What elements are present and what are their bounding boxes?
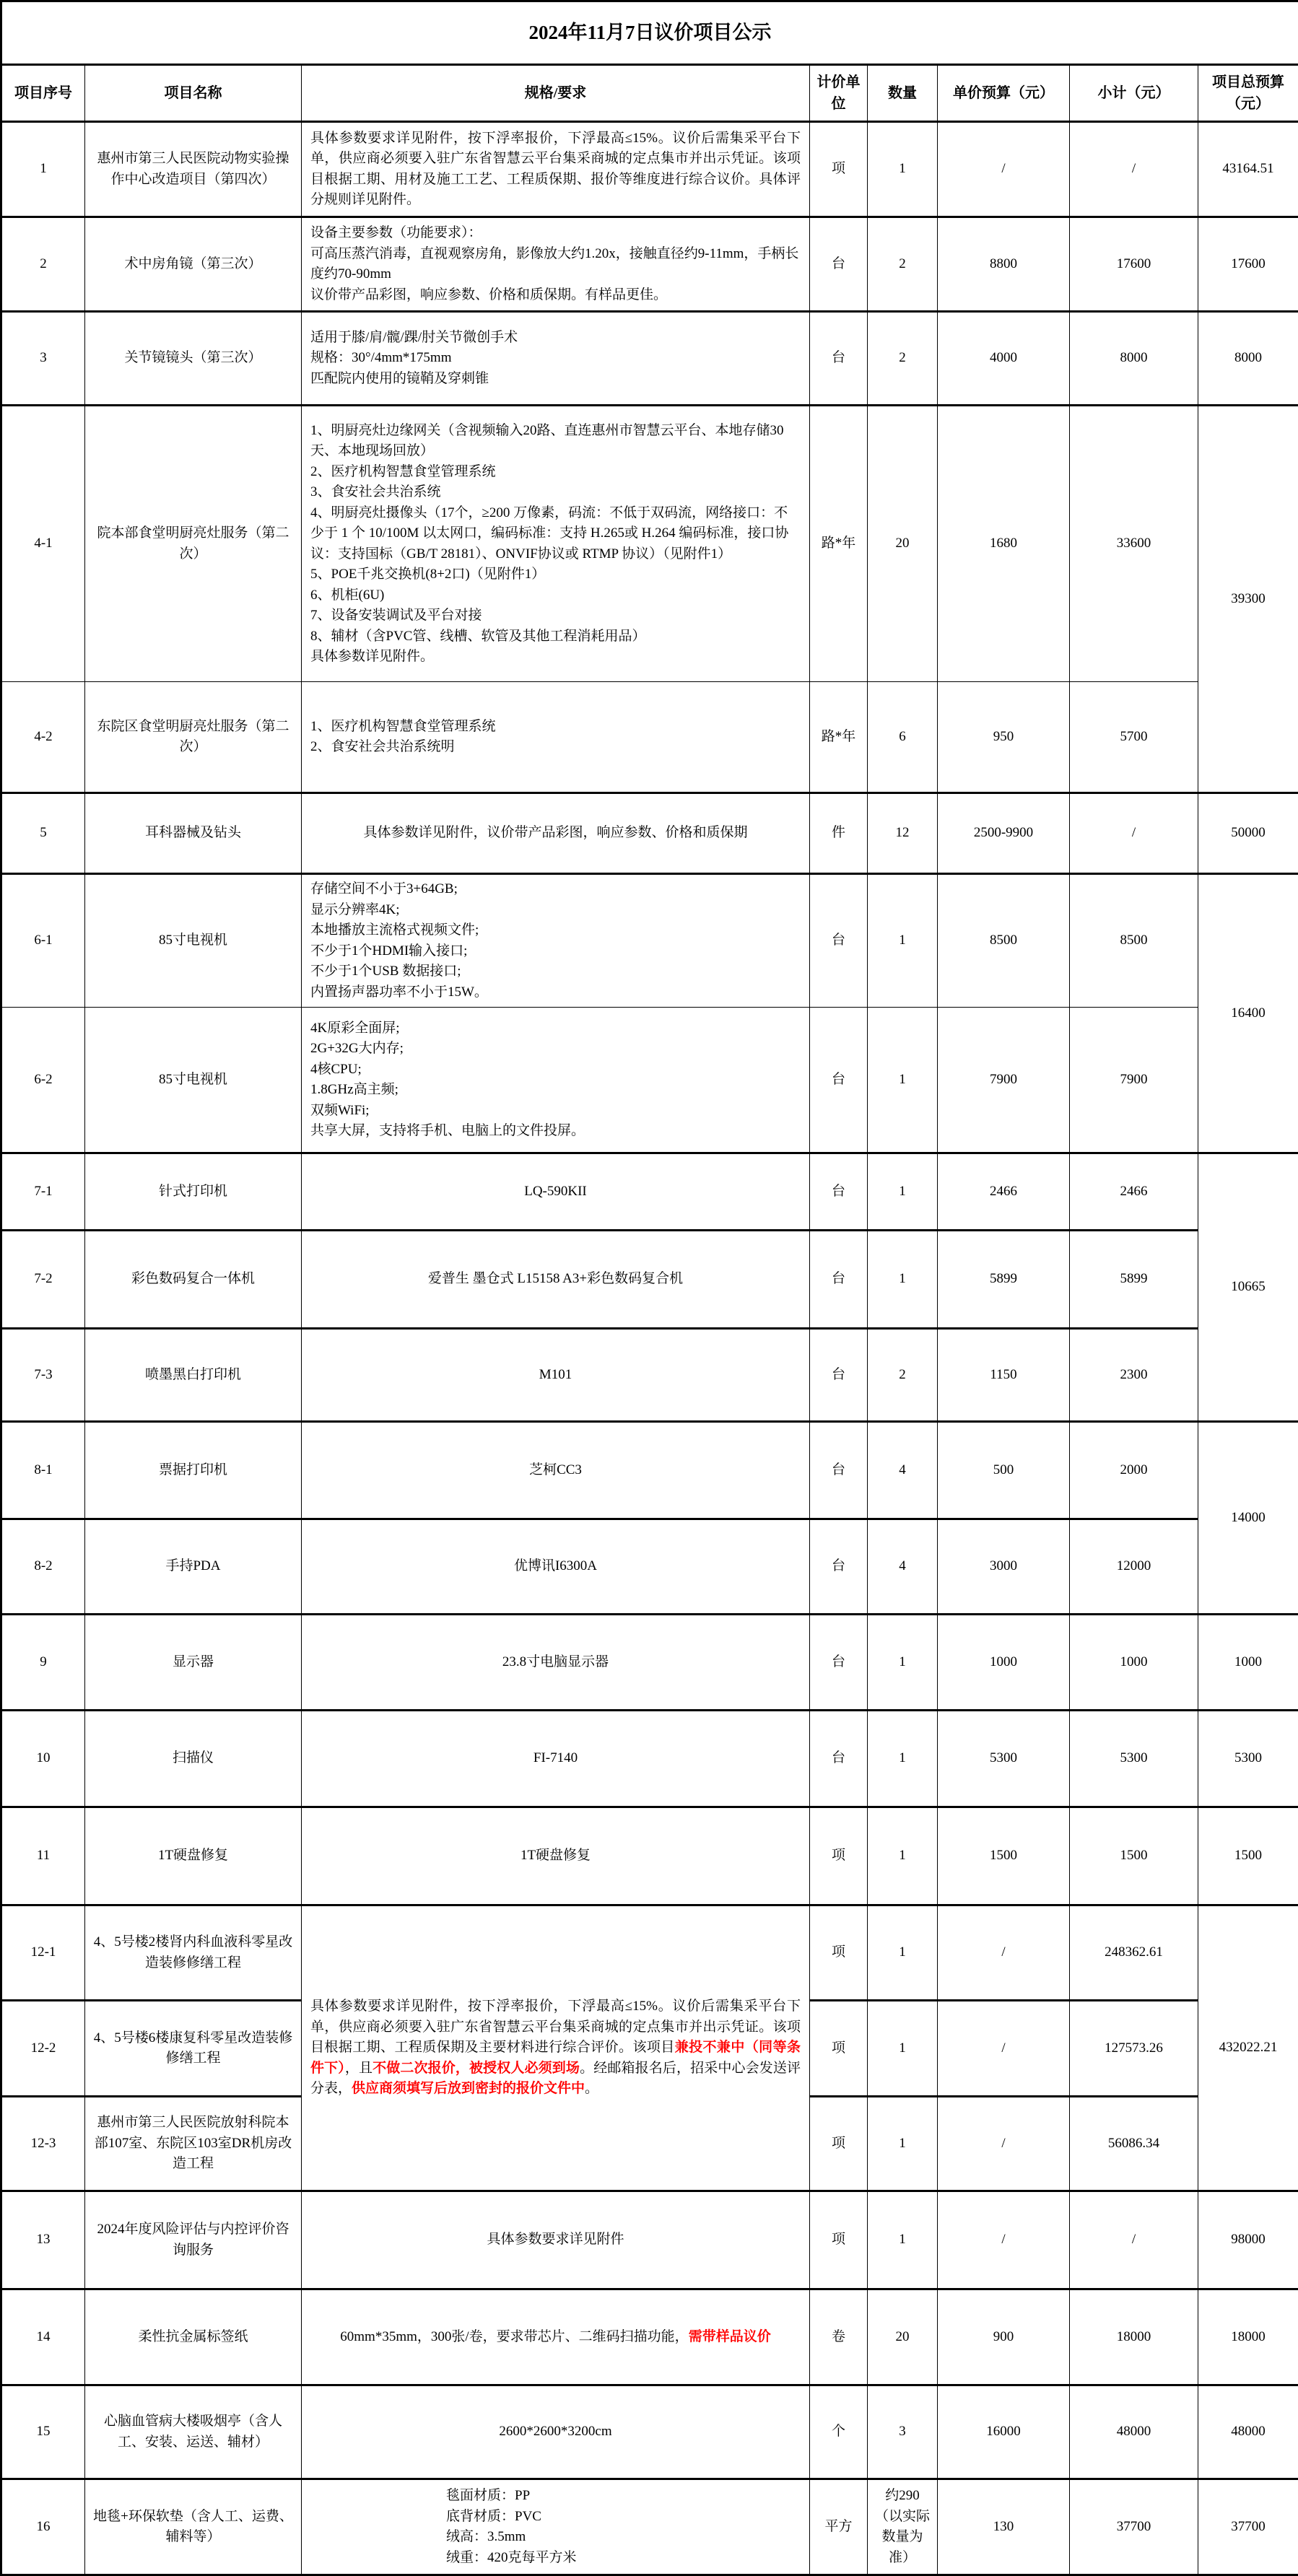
spec-segment: 。 [585, 2081, 598, 2096]
cell-id: 11 [1, 1807, 85, 1905]
cell-unit: 路*年 [810, 406, 868, 682]
cell-spec [302, 1008, 810, 1153]
cell-subtotal: 2300 [1070, 1329, 1198, 1422]
cell-name: 扫描仪 [85, 1711, 302, 1807]
spec-line: 不少于1个HDMI输入接口; [310, 941, 801, 962]
cell-subtotal: 127573.26 [1070, 2001, 1198, 2097]
cell-unit-price: 3000 [938, 1519, 1070, 1615]
cell-subtotal: 48000 [1070, 2385, 1198, 2479]
spec-line: 1、明厨亮灶边缘网关（含视频输入20路、直连惠州市智慧云平台、本地存储30天、本地现场回放） [310, 421, 801, 462]
header-row [1, 65, 1298, 122]
spec-line: 共享大屏，支持将手机、电脑上的文件投屏。 [310, 1121, 801, 1142]
cell-total: 5300 [1198, 1711, 1298, 1807]
cell-qty: 1 [868, 2001, 938, 2097]
cell-unit: 卷 [810, 2289, 868, 2385]
cell-unit-price: 7900 [938, 1008, 1070, 1153]
spec-line: 5、POE千兆交换机(8+2口)（见附件1） [310, 564, 801, 585]
cell-unit-price: 1000 [938, 1615, 1070, 1711]
cell-unit-price: 1680 [938, 406, 1070, 682]
cell-id: 3 [1, 312, 85, 406]
cell-name: 惠州市第三人民医院动物实验操作中心改造项目（第四次） [85, 122, 302, 217]
spec-line: 2、食安社会共治系统明 [310, 737, 801, 758]
cell-id: 12-3 [1, 2097, 85, 2191]
cell-unit-price: 16000 [938, 2385, 1070, 2479]
spec-line: 匹配院内使用的镜鞘及穿刺锥 [310, 369, 801, 390]
cell-name: 喷墨黑白打印机 [85, 1329, 302, 1422]
spec-line: 具体参数详见附件。 [310, 647, 801, 668]
cell-subtotal: 1000 [1070, 1615, 1198, 1711]
cell-qty: 20 [868, 406, 938, 682]
cell-unit: 项 [810, 122, 868, 217]
cell-name: 显示器 [85, 1615, 302, 1711]
cell-qty: 1 [868, 1711, 938, 1807]
cell-unit: 个 [810, 2385, 868, 2479]
cell-unit-price: 8800 [938, 217, 1070, 312]
cell-subtotal: 5700 [1070, 682, 1198, 793]
col-header-spec: 规格/要求 [302, 65, 810, 122]
spec-line: 存储空间不小于3+64GB; [310, 879, 801, 900]
cell-subtotal: 5899 [1070, 1231, 1198, 1329]
spec-line: 3、食安社会共治系统 [310, 482, 801, 503]
cell-subtotal: 1500 [1070, 1807, 1198, 1905]
cell-qty: 1 [868, 2191, 938, 2289]
spec-line: 显示分辨率4K; [310, 900, 801, 921]
cell-name: 关节镜镜头（第三次） [85, 312, 302, 406]
spec-line: 适用于膝/肩/髋/踝/肘关节微创手术 [310, 328, 801, 349]
cell-name: 85寸电视机 [85, 1008, 302, 1153]
cell-subtotal: 33600 [1070, 406, 1198, 682]
cell-total: 17600 [1198, 217, 1298, 312]
cell-name: 院本部食堂明厨亮灶服务（第二次） [85, 406, 302, 682]
cell-id: 7-1 [1, 1153, 85, 1231]
cell-qty: 1 [868, 1615, 938, 1711]
cell-unit: 台 [810, 1329, 868, 1422]
cell-spec [302, 874, 810, 1008]
cell-spec: 2600*2600*3200cm [302, 2385, 810, 2479]
table-row [1, 2191, 1298, 2289]
table-row [1, 1711, 1298, 1807]
cell-name: 东院区食堂明厨亮灶服务（第二次） [85, 682, 302, 793]
spec-line: 底背材质：PVC [446, 2507, 803, 2528]
cell-spec: 1T硬盘修复 [302, 1807, 810, 1905]
cell-spec: 爱普生 墨仓式 L15158 A3+彩色数码复合机 [302, 1231, 810, 1329]
table-row [1, 2385, 1298, 2479]
spec-line: 议价带产品彩图，响应参数、价格和质保期。有样品更佳。 [310, 285, 801, 306]
cell-unit-price: 5300 [938, 1711, 1070, 1807]
spec-line: 4K原彩全面屏; [310, 1018, 801, 1039]
table-row [1, 1231, 1298, 1329]
table-row [1, 1807, 1298, 1905]
table-row [1, 2289, 1298, 2385]
cell-qty: 1 [868, 122, 938, 217]
cell-unit: 项 [810, 1807, 868, 1905]
spec-segment-red: 兼投不兼中（同等条件下） [310, 2040, 801, 2076]
cell-qty: 6 [868, 682, 938, 793]
cell-unit: 平方 [810, 2479, 868, 2575]
spec-line: 规格：30°/4mm*175mm [310, 348, 801, 369]
cell-unit: 项 [810, 2097, 868, 2191]
cell-name: 85寸电视机 [85, 874, 302, 1008]
cell-unit-price: 1500 [938, 1807, 1070, 1905]
cell-subtotal: 2466 [1070, 1153, 1198, 1231]
cell-unit-price: 500 [938, 1422, 1070, 1519]
cell-unit: 台 [810, 1008, 868, 1153]
cell-unit-price: 8500 [938, 874, 1070, 1008]
cell-name: 针式打印机 [85, 1153, 302, 1231]
cell-unit: 台 [810, 1422, 868, 1519]
cell-qty: 4 [868, 1519, 938, 1615]
cell-spec [302, 2289, 810, 2385]
spec-line: 绒高：3.5mm [446, 2527, 803, 2548]
cell-qty: 3 [868, 2385, 938, 2479]
cell-name: 1T硬盘修复 [85, 1807, 302, 1905]
cell-unit-price: 2466 [938, 1153, 1070, 1231]
cell-id: 15 [1, 2385, 85, 2479]
cell-spec [302, 2479, 810, 2575]
cell-unit: 件 [810, 793, 868, 874]
spec-line: 4核CPU; [310, 1060, 801, 1080]
cell-name: 地毯+环保软垫（含人工、运费、辅料等） [85, 2479, 302, 2575]
spec-line: 4、明厨亮灶摄像头（17个，≥200 万像素，码流：不低于双码流，网络接口：不少于 1 个 10/100M 以太网口，编码标准：支持 H.265或 H.264 编码标准，接口协议：支持国标（GB/T 28181）、ONVIF协议或 RTMP 协议）（见附件1） [310, 503, 801, 565]
table-row [1, 2479, 1298, 2575]
spec-line: 设备主要参数（功能要求）： [310, 223, 801, 244]
cell-total: 50000 [1198, 793, 1298, 874]
table-row [1, 874, 1298, 1008]
table-row [1, 406, 1298, 682]
cell-unit-price: / [938, 122, 1070, 217]
cell-total-group4: 39300 [1198, 406, 1298, 793]
cell-spec [302, 217, 810, 312]
cell-unit: 路*年 [810, 682, 868, 793]
cell-unit-price: / [938, 2001, 1070, 2097]
cell-unit-price: 2500-9900 [938, 793, 1070, 874]
spec-line: 内置扬声器功率不小于15W。 [310, 982, 801, 1003]
table-row [1, 1329, 1298, 1422]
cell-unit-price: 1150 [938, 1329, 1070, 1422]
cell-qty: 1 [868, 1807, 938, 1905]
spec-line: 6、机柜(6U) [310, 585, 801, 606]
cell-id: 9 [1, 1615, 85, 1711]
cell-subtotal: 8000 [1070, 312, 1198, 406]
table-row [1, 1153, 1298, 1231]
cell-unit: 台 [810, 1519, 868, 1615]
cell-qty: 4 [868, 1422, 938, 1519]
cell-qty: 2 [868, 312, 938, 406]
spec-line: 1.8GHz高主频; [310, 1080, 801, 1101]
cell-spec: 具体参数详见附件，议价带产品彩图，响应参数、价格和质保期 [302, 793, 810, 874]
col-header-index: 项目序号 [1, 65, 85, 122]
cell-id: 1 [1, 122, 85, 217]
cell-id: 10 [1, 1711, 85, 1807]
cell-qty: 1 [868, 1231, 938, 1329]
col-header-name: 项目名称 [85, 65, 302, 122]
cell-spec: 具体参数要求详见附件 [302, 2191, 810, 2289]
cell-spec: FI-7140 [302, 1711, 810, 1807]
cell-id: 8-1 [1, 1422, 85, 1519]
cell-subtotal: 2000 [1070, 1422, 1198, 1519]
cell-total: 18000 [1198, 2289, 1298, 2385]
table-row [1, 217, 1298, 312]
spec-line: 不少于1个USB 数据接口; [310, 961, 801, 982]
cell-unit: 项 [810, 2191, 868, 2289]
cell-unit: 项 [810, 1905, 868, 2001]
cell-id: 4-2 [1, 682, 85, 793]
cell-spec-group12 [302, 1905, 810, 2191]
cell-subtotal: 8500 [1070, 874, 1198, 1008]
cell-name: 票据打印机 [85, 1422, 302, 1519]
cell-qty: 12 [868, 793, 938, 874]
cell-qty: 2 [868, 217, 938, 312]
spec-segment: 60mm*35mm，300张/卷，要求带芯片、二维码扫描功能， [340, 2329, 688, 2344]
cell-name: 2024年度风险评估与内控评价咨询服务 [85, 2191, 302, 2289]
cell-unit-price: / [938, 1905, 1070, 2001]
col-header-unit: 计价单位 [810, 65, 868, 122]
page-title: 2024年11月7日议价项目公示 [1, 1, 1298, 65]
cell-spec: M101 [302, 1329, 810, 1422]
cell-subtotal: / [1070, 122, 1198, 217]
cell-total-group8: 14000 [1198, 1422, 1298, 1615]
spec-line: 毯面材质：PP [446, 2486, 803, 2507]
cell-name: 彩色数码复合一体机 [85, 1231, 302, 1329]
cell-unit: 台 [810, 1153, 868, 1231]
cell-subtotal: 18000 [1070, 2289, 1198, 2385]
table-row [1, 1008, 1298, 1153]
spec-line: 可高压蒸汽消毒，直视观察房角，影像放大约1.20x，接触直径约9-11mm，手柄长度约70-90mm [310, 244, 801, 285]
cell-qty: 2 [868, 1329, 938, 1422]
spec-line: 2G+32G大内存; [310, 1039, 801, 1060]
table-row [1, 793, 1298, 874]
cell-subtotal: 12000 [1070, 1519, 1198, 1615]
cell-total-group12: 432022.21 [1198, 1905, 1298, 2191]
cell-unit-price: 4000 [938, 312, 1070, 406]
spec-segment: ，且 [345, 2061, 373, 2076]
cell-id: 8-2 [1, 1519, 85, 1615]
col-header-total: 项目总预算（元） [1198, 65, 1298, 122]
cell-subtotal: 5300 [1070, 1711, 1198, 1807]
cell-subtotal: / [1070, 2191, 1198, 2289]
cell-spec: LQ-590KII [302, 1153, 810, 1231]
cell-total: 1000 [1198, 1615, 1298, 1711]
cell-unit: 台 [810, 217, 868, 312]
cell-spec [302, 312, 810, 406]
cell-spec: 优博讯I6300A [302, 1519, 810, 1615]
cell-unit-price: 5899 [938, 1231, 1070, 1329]
cell-id: 5 [1, 793, 85, 874]
cell-unit: 项 [810, 2001, 868, 2097]
cell-total: 8000 [1198, 312, 1298, 406]
col-header-subtotal: 小计（元） [1070, 65, 1198, 122]
table-row [1, 1615, 1298, 1711]
spec-line: 本地播放主流格式视频文件; [310, 920, 801, 941]
spec-segment: 。经邮箱报名后，招采中心会发送评分表， [310, 2061, 801, 2097]
cell-subtotal: 56086.34 [1070, 2097, 1198, 2191]
cell-spec: 芝柯CC3 [302, 1422, 810, 1519]
col-header-unit-price: 单价预算（元） [938, 65, 1070, 122]
spec-line: 7、设备安装调试及平台对接 [310, 606, 801, 626]
spec-line: 绒重：420克每平方米 [446, 2548, 803, 2569]
cell-id: 7-3 [1, 1329, 85, 1422]
cell-subtotal: / [1070, 793, 1198, 874]
cell-name: 4、5号楼6楼康复科零星改造装修修缮工程 [85, 2001, 302, 2097]
table-row [1, 1519, 1298, 1615]
cell-name: 柔性抗金属标签纸 [85, 2289, 302, 2385]
cell-spec [302, 406, 810, 682]
table-row [1, 682, 1298, 793]
cell-unit: 台 [810, 312, 868, 406]
cell-id: 6-1 [1, 874, 85, 1008]
cell-total: 37700 [1198, 2479, 1298, 2575]
cell-subtotal: 37700 [1070, 2479, 1198, 2575]
cell-qty: 约290（以实际数量为准） [868, 2479, 938, 2575]
cell-spec: 具体参数要求详见附件，按下浮率报价，下浮最高≤15%。议价后需集采平台下单，供应商必须要入驻广东省智慧云平台集采商城的定点集市并出示凭证。该项目根据工期、用材及施工工艺、工程质保期、报价等维度进行综合议价。具体评分规则详见附件。 [302, 122, 810, 217]
cell-qty: 1 [868, 874, 938, 1008]
cell-unit-price: 900 [938, 2289, 1070, 2385]
spec-line: 2、医疗机构智慧食堂管理系统 [310, 462, 801, 483]
cell-id: 12-1 [1, 1905, 85, 2001]
spec-line: 双频WiFi; [310, 1101, 801, 1122]
spec-segment-red: 需带样品议价 [689, 2329, 771, 2344]
cell-total: 98000 [1198, 2191, 1298, 2289]
cell-unit-price: / [938, 2191, 1070, 2289]
spec-segment: 具体参数要求详见附件，按下浮率报价，下浮最高≤15%。议价后需集采平台下单，供应商必须要入驻广东省智慧云平台集采商城的定点集市并出示凭证。该项目根据工期、工程质保期及主要材料进行综合评价。该项目 [310, 1999, 801, 2055]
table-row [1, 312, 1298, 406]
cell-unit-price: / [938, 2097, 1070, 2191]
cell-total: 43164.51 [1198, 122, 1298, 217]
cell-unit: 台 [810, 1231, 868, 1329]
cell-unit-price: 130 [938, 2479, 1070, 2575]
cell-unit: 台 [810, 1711, 868, 1807]
cell-id: 7-2 [1, 1231, 85, 1329]
col-header-qty: 数量 [868, 65, 938, 122]
table-row [1, 1905, 1298, 2001]
cell-name: 4、5号楼2楼肾内科血液科零星改造装修修缮工程 [85, 1905, 302, 2001]
cell-name: 手持PDA [85, 1519, 302, 1615]
cell-spec [302, 682, 810, 793]
cell-total-group7: 10665 [1198, 1153, 1298, 1422]
cell-unit: 台 [810, 1615, 868, 1711]
spec-line: 8、辅材（含PVC管、线槽、软管及其他工程消耗用品） [310, 626, 801, 647]
cell-total: 1500 [1198, 1807, 1298, 1905]
cell-id: 12-2 [1, 2001, 85, 2097]
cell-spec: 23.8寸电脑显示器 [302, 1615, 810, 1711]
cell-name: 术中房角镜（第三次） [85, 217, 302, 312]
cell-id: 13 [1, 2191, 85, 2289]
cell-id: 16 [1, 2479, 85, 2575]
cell-id: 14 [1, 2289, 85, 2385]
cell-id: 2 [1, 217, 85, 312]
spec-segment-red: 供应商须填写后放到密封的报价文件中 [352, 2081, 585, 2096]
cell-subtotal: 7900 [1070, 1008, 1198, 1153]
spec-line: 1、医疗机构智慧食堂管理系统 [310, 717, 801, 738]
cell-subtotal: 248362.61 [1070, 1905, 1198, 2001]
cell-qty: 1 [868, 1905, 938, 2001]
spec-segment-red: 不做二次报价，被授权人必须到场 [373, 2061, 580, 2076]
cell-id: 6-2 [1, 1008, 85, 1153]
cell-total: 48000 [1198, 2385, 1298, 2479]
cell-name: 耳科器械及钻头 [85, 793, 302, 874]
cell-qty: 1 [868, 1153, 938, 1231]
cell-qty: 1 [868, 2097, 938, 2191]
cell-id: 4-1 [1, 406, 85, 682]
cell-name: 惠州市第三人民医院放射科院本部107室、东院区103室DR机房改造工程 [85, 2097, 302, 2191]
table-row [1, 1422, 1298, 1519]
table-row [1, 122, 1298, 217]
cell-unit-price: 950 [938, 682, 1070, 793]
cell-subtotal: 17600 [1070, 217, 1198, 312]
cell-unit: 台 [810, 874, 868, 1008]
cell-qty: 1 [868, 1008, 938, 1153]
cell-name: 心脑血管病大楼吸烟亭（含人工、安装、运送、辅材） [85, 2385, 302, 2479]
cell-total-group6: 16400 [1198, 874, 1298, 1153]
cell-qty: 20 [868, 2289, 938, 2385]
